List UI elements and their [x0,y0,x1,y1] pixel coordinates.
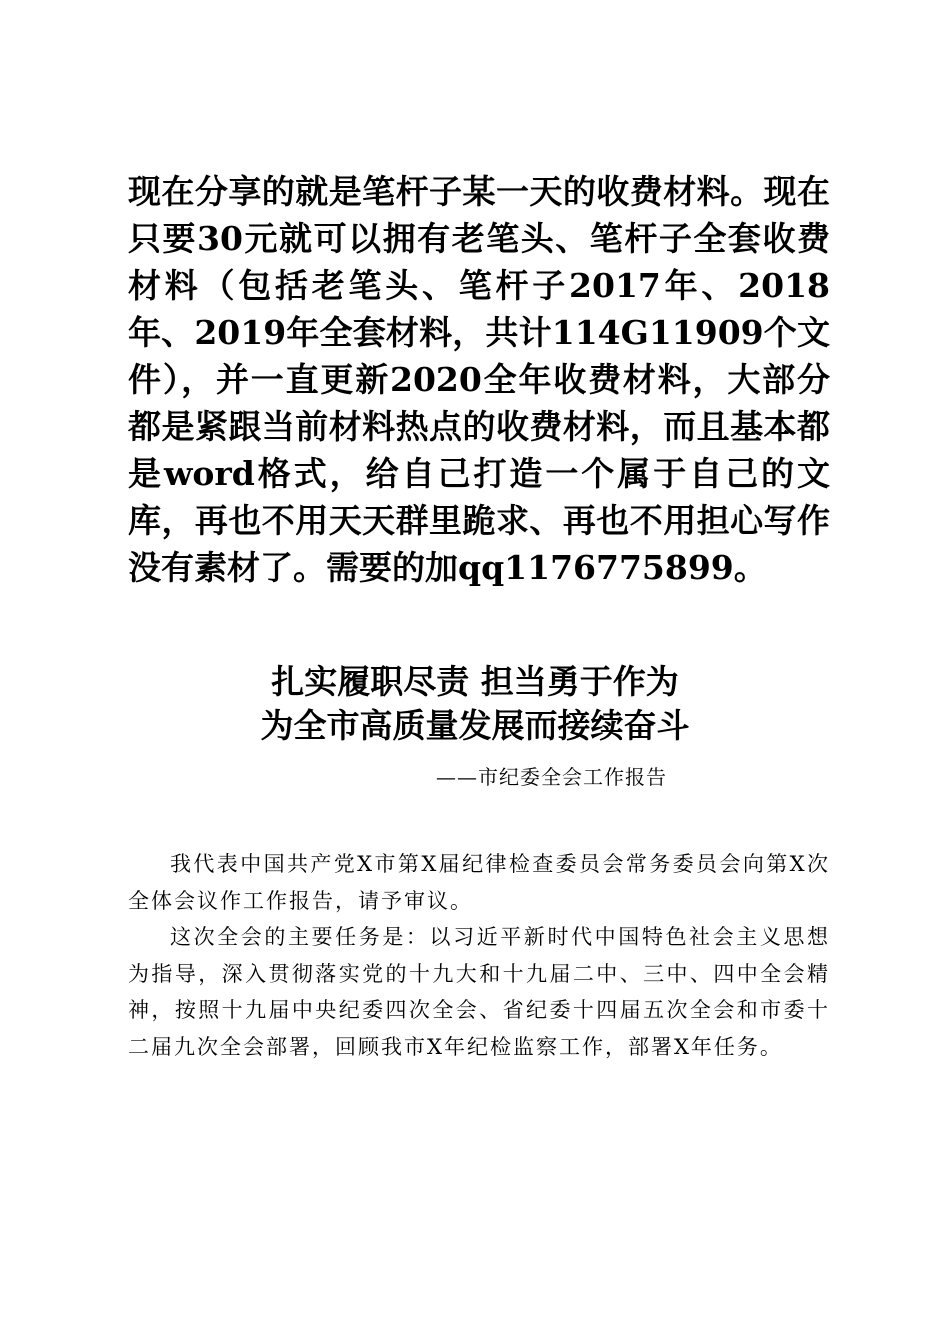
report-title-line-1: 扎实履职尽责 担当勇于作为 [271,662,679,701]
report-title [0,660,950,748]
promo-paragraph: 现在分享的就是笔杆子某一天的收费材料。现在只要30元就可以拥有老笔头、笔杆子全套收费材料（包括老笔头、笔杆子2017年、2018年、2019年全套材料，共计114G11909个文件），并一直更新2020全年收费材料，大部分都是紧跟当前材料热点的收费材料，而且基本都是word格式，给自己打造一个属于自己的文库，再也不用天天群里跪求、再也不用担心写作没有素材了。需要的加qq1176775899。 [128,172,830,587]
promo-notice [128,168,830,591]
report-subtitle: ——市纪委全会工作报告 [436,765,667,789]
report-body [128,846,830,1065]
body-paragraph-2: 这次全会的主要任务是：以习近平新时代中国特色社会主义思想为指导，深入贯彻落实党的十九大和十九届二中、三中、四中全会精神，按照十九届中央纪委四次全会、省纪委十四届五次全会和市委十二届九次全会部署，回顾我市X年纪检监察工作，部署X年任务。 [128,925,830,1059]
body-paragraph-1: 我代表中国共产党X市第X届纪律检查委员会常务委员会向第X次全体会议作工作报告，请予审议。 [128,852,830,913]
report-title-line-2: 为全市高质量发展而接续奋斗 [260,706,690,745]
